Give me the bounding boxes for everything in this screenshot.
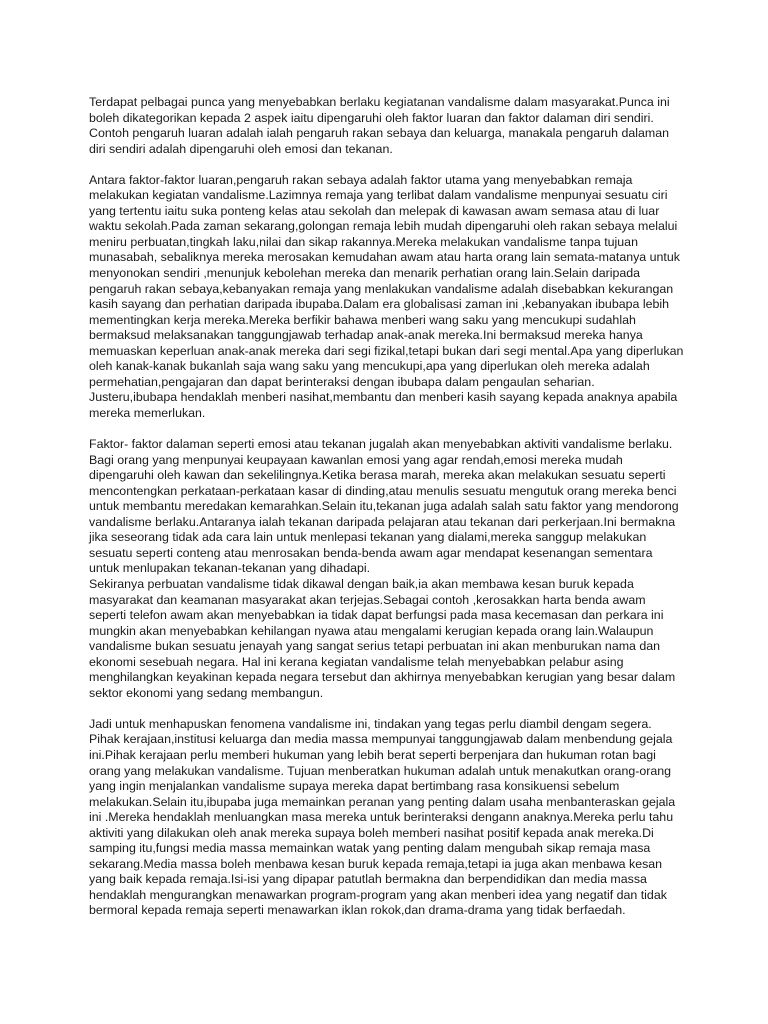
paragraph-faktor-dalaman: Faktor- faktor dalaman seperti emosi atau tekanan jugalah akan menyebabkan aktiviti vandalisme berlaku. Bagi orang yang menpunyai keupayaan kawanlan emosi yang agar rendah,emosi mereka mudah dipengaruhi oleh kawan dan sekelilingnya.Ketika berasa marah, mereka akan melakukan sesuatu seperti mencontengkan perkataan-perkataan kasar di dinding,atau menulis sesuatu mengutuk orang mereka benci untuk membantu meredakan kemarahkan.Selain itu,tekanan juga adalah salah satu faktor yang mendorong vandalisme berlaku.Antaranya ialah tekanan daripada pelajaran atau tekanan dari perkerjaan.Ini bermakna jika seseorang tidak ada cara lain untuk menlepasi tekanan yang dialami,mereka sanggup melakukan sesuatu seperti conteng atau menrosakan benda-benda awam agar mendapat kesenangan sementara untuk menlupakan tekanan-tekanan yang dihadapi. <box>89 437 679 576</box>
paragraph-langkah-mengatasi: Jadi untuk menhapuskan fenomena vandalisme ini, tindakan yang tegas perlu diambil dengam segera. Pihak kerajaan,institusi keluarga dan media massa mempunyai tanggungjawab dalam menbendung gejala ini.Pihak kerajaan perlu memberi hukuman yang lebih berat seperti berpenjara dan hukuman rotan bagi orang yang melakukan vandalisme. Tujuan menberatkan hukuman adalah untuk menakutkan orang-orang yang ingin menjalankan vandalisme supaya mereka dapat bertimbang rasa konsikuensi sebelum melakukan.Selain itu,ibupaba juga memainkan peranan yang penting dalam usaha menbanteraskan gejala ini .Mereka hendaklah menluangkan masa mereka untuk berinteraksi dengann anaknya.Mereka perlu tahu aktiviti yang dilakukan oleh anak mereka supaya boleh memberi nasihat positif kepada anak mereka.Di samping itu,fungsi media massa memainkan watak yang penting dalam mengubah sikap remaja masa sekarang.Media massa boleh menbawa kesan buruk kepada remaja,tetapi ia juga akan menbawa kesan yang baik kepada remaja.Isi-isi yang dipapar patutlah bermakna dan berpendidikan dan media massa hendaklah mengurangkan menawarkan program-program yang akan menberi idea yang negatif dan tidak bermoral kepada remaja seperti menawarkan iklan rokok,dan drama-drama yang tidak berfaedah. <box>89 716 676 918</box>
paragraph-punca-vandalisme: Terdapat pelbagai punca yang menyebabkan berlaku kegiatanan vandalisme dalam masyarakat.Punca ini boleh dikategorikan kepada 2 aspek iaitu dipengaruhi oleh faktor luaran dan faktor dalaman diri sendiri. Contoh pengaruh luaran adalah ialah pengaruh rakan sebaya dan keluarga, manakala pengaruh dalaman diri sendiri adalah dipengaruhi oleh emosi dan tekanan. <box>89 95 670 156</box>
document-body <box>89 95 685 935</box>
paragraph-faktor-luaran: Antara faktor-faktor luaran,pengaruh rakan sebaya adalah faktor utama yang menyebabkan remaja melakukan kegiatan vandalisme.Lazimnya remaja yang terlibat dalam vandalisme menpunyai sesuatu ciri yang tertentu iaitu suka ponteng kelas atau sekolah dan melepak di kawasan awam semasa atau di luar waktu sekolah.Pada zaman sekarang,golongan remaja lebih mudah dipengaruhi oleh rakan sebaya melalui meniru perbuatan,tingkah laku,nilai dan sikap rakannya.Mereka melakukan vandalisme tanpa tujuan munasabah, sebaliknya mereka merosakan kemudahan awam atau harta orang lain semata-matanya untuk menyonokan sendiri ,menunjuk kebolehan mereka dan menarik perhatian orang lain.Selain daripada pengaruh rakan sebaya,kebanyakan remaja yang menlakukan vandalisme adalah disebabkan kekurangan kasih sayang dan perhatian daripada ibupaba.Dalam era globalisasi zaman ini ,kebanyakan ibubapa lebih mementingkan kerja mereka.Mereka berfikir bahawa menberi wang saku yang mencukupi sudahlah bermaksud melaksanakan tanggungjawab terhadap anak-anak mereka.Ini bermaksud mereka hanya memuaskan keperluan anak-anak mereka dari segi fizikal,tetapi bukan dari segi mental.Apa yang diperlukan oleh kanak-kanak bukanlah saja wang saku yang mencukupi,apa yang diperlukan oleh mereka adalah permehatian,pengajaran dan dapat berinteraksi dengan ibubapa dalam pengaulan seharian. Justeru,ibubapa hendaklah menberi nasihat,membantu dan menberi kasih sayang kepada anaknya apabila mereka memerlukan. <box>89 172 684 420</box>
paragraph-kesan-vandalisme: Sekiranya perbuatan vandalisme tidak dikawal dengan baik,ia akan membawa kesan buruk kepada masyarakat dan keamanan masyarakat akan terjejas.Sebagai contoh ,kerosakkan harta benda awam seperti telefon awam akan menyebabkan ia tidak dapat berfungsi pada masa kecemasan dan perkara ini mungkin akan menyebabkan kehilangan nyawa atau mengalami kerugian kepada orang lain.Walaupun vandalisme bukan sesuatu jenayah yang sangat serius tetapi perbuatan ini akan menburukan nama dan ekonomi sesebuah negara. Hal ini kerana kegiatan vandalisme telah menyebabkan pelabur asing menghilangkan keyakinan kepada negara tersebut dan akhirnya menyebabkan kerugian yang besar dalam sektor ekonomi yang sedang membangun. <box>89 576 676 700</box>
